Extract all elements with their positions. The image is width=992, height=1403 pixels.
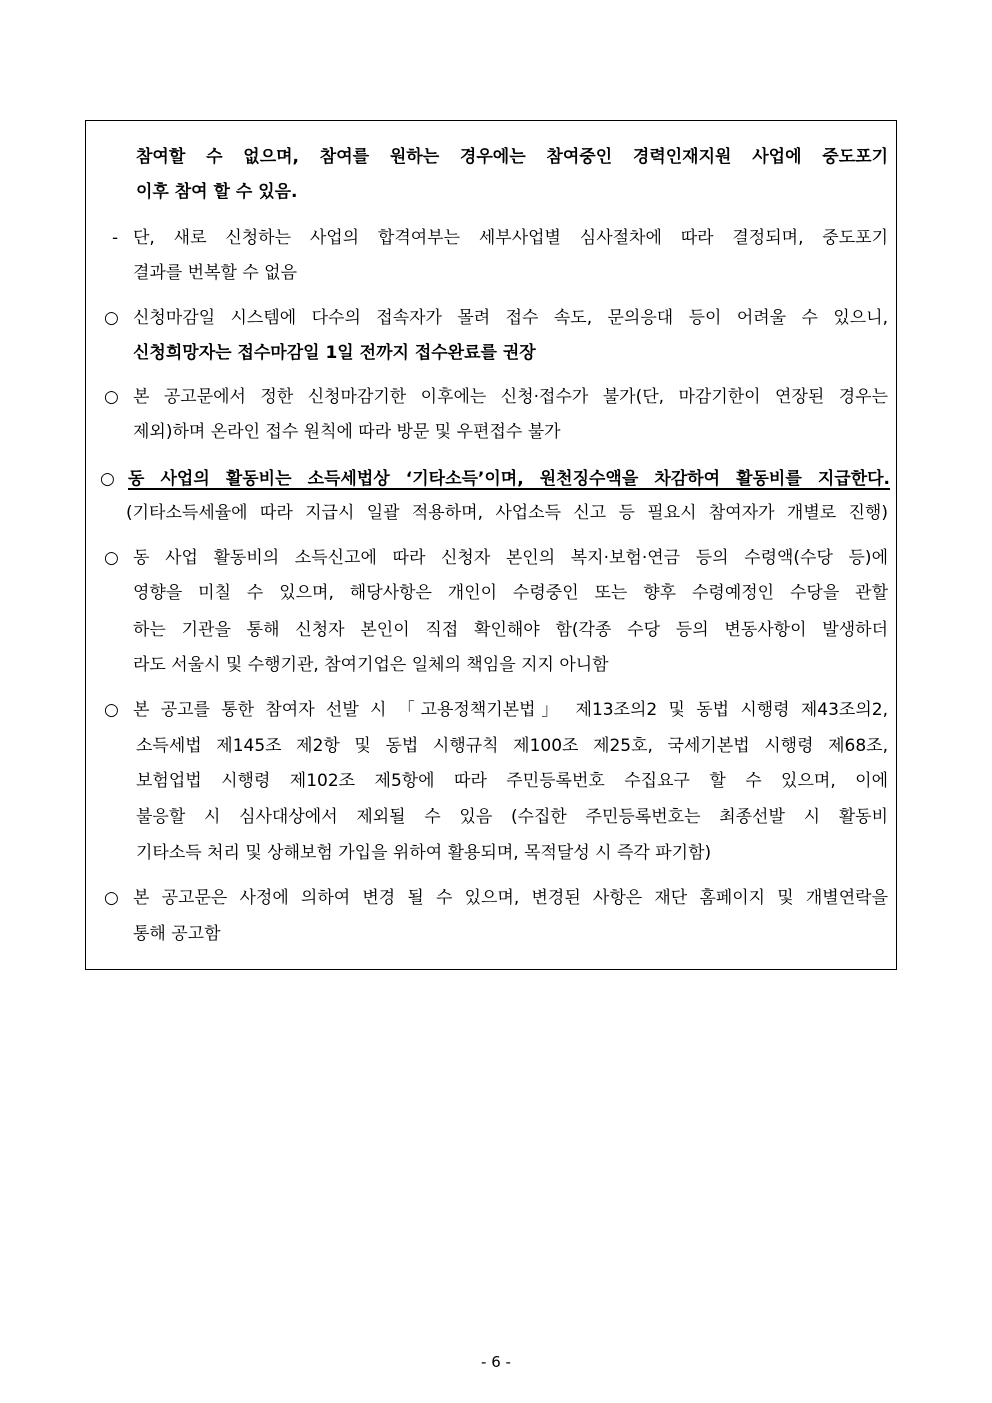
notice-p1-line2: 결과를 번복할 수 없음 [133, 263, 298, 283]
page-number: - 6 - [481, 1353, 511, 1371]
notice-p4-line1: 동 사업의 활동비는 소득세법상 ‘기타소득’이며, 원천징수액을 차감하여 활동비를 지급한다. [128, 469, 890, 489]
notice-p2-line1: 신청마감일 시스템에 다수의 접속자가 몰려 접수 속도, 문의응대 등이 어려울 수 있으니, [133, 308, 888, 328]
notice-p0-line2: 이후 참여 할 수 있음. [136, 182, 298, 202]
notice-p6-line1: 본 공고를 통한 참여자 선발 시 「고용정책기본법」 제13조의2 및 동법 시행령 제43조의2, [133, 700, 888, 720]
notice-p6-line3: 보험업법 시행령 제102조 제5항에 따라 주민등록번호 수집요구 할 수 있으며, 이에 [136, 771, 888, 791]
notice-p1-line1: 단, 새로 신청하는 사업의 합격여부는 세부사업별 심사절차에 따라 결정되며, 중도포기 [133, 228, 888, 248]
notice-p3-line1: 본 공고문에서 정한 신청마감기한 이후에는 신청·접수가 불가(단, 마감기한이 연장된 경우는 [133, 387, 888, 407]
circle-bullet: ○ [104, 548, 119, 568]
notice-p5-line3: 하는 기관을 통해 신청자 본인이 직접 확인해야 함(각종 수당 등의 변동사항이 발생하더 [133, 620, 888, 640]
notice-p5-line4: 라도 서울시 및 수행기관, 참여기업은 일체의 책임을 지지 아니함 [133, 655, 609, 675]
notice-p7-line1: 본 공고문은 사정에 의하여 변경 될 수 있으며, 변경된 사항은 재단 홈페이지 및 개별연락을 [133, 888, 888, 908]
notice-p6-line4: 불응할 시 심사대상에서 제외될 수 있음 (수집한 주민등록번호는 최종선발 시 활동비 [136, 807, 888, 827]
notice-p3-line2: 제외)하며 온라인 접수 원칙에 따라 방문 및 우편접수 불가 [133, 422, 561, 442]
notice-p7-line2: 통해 공고함 [133, 924, 221, 944]
notice-p5-line2: 영향을 미칠 수 있으며, 해당사항은 개인이 수령중인 또는 향후 수령예정인 수당을 관할 [133, 583, 888, 603]
circle-bullet: ○ [104, 888, 119, 908]
dash-bullet: - [112, 228, 119, 248]
notice-p6-line2: 소득세법 제145조 제2항 및 동법 시행규칙 제100조 제25호, 국세기본법 시행령 제68조, [136, 736, 888, 756]
circle-bullet: ○ [100, 469, 115, 489]
notice-p6-line5: 기타소득 처리 및 상해보험 가입을 위하여 활용되며, 목적달성 시 즉각 파기함) [136, 843, 712, 863]
notice-p2-line2: 신청희망자는 접수마감일 1일 전까지 접수완료를 권장 [133, 343, 536, 363]
notice-p5-line1: 동 사업 활동비의 소득신고에 따라 신청자 본인의 복지·보험·연금 등의 수령액(수당 등)에 [133, 548, 888, 568]
circle-bullet: ○ [104, 700, 119, 720]
circle-bullet: ○ [104, 308, 119, 328]
notice-p0-line1: 참여할 수 없으며, 참여를 원하는 경우에는 참여중인 경력인재지원 사업에 중도포기 [136, 147, 888, 167]
notice-p4-line2: (기타소득세율에 따라 지급시 일괄 적용하며, 사업소득 신고 등 필요시 참여자가 개별로 진행) [126, 503, 888, 523]
circle-bullet: ○ [104, 387, 119, 407]
